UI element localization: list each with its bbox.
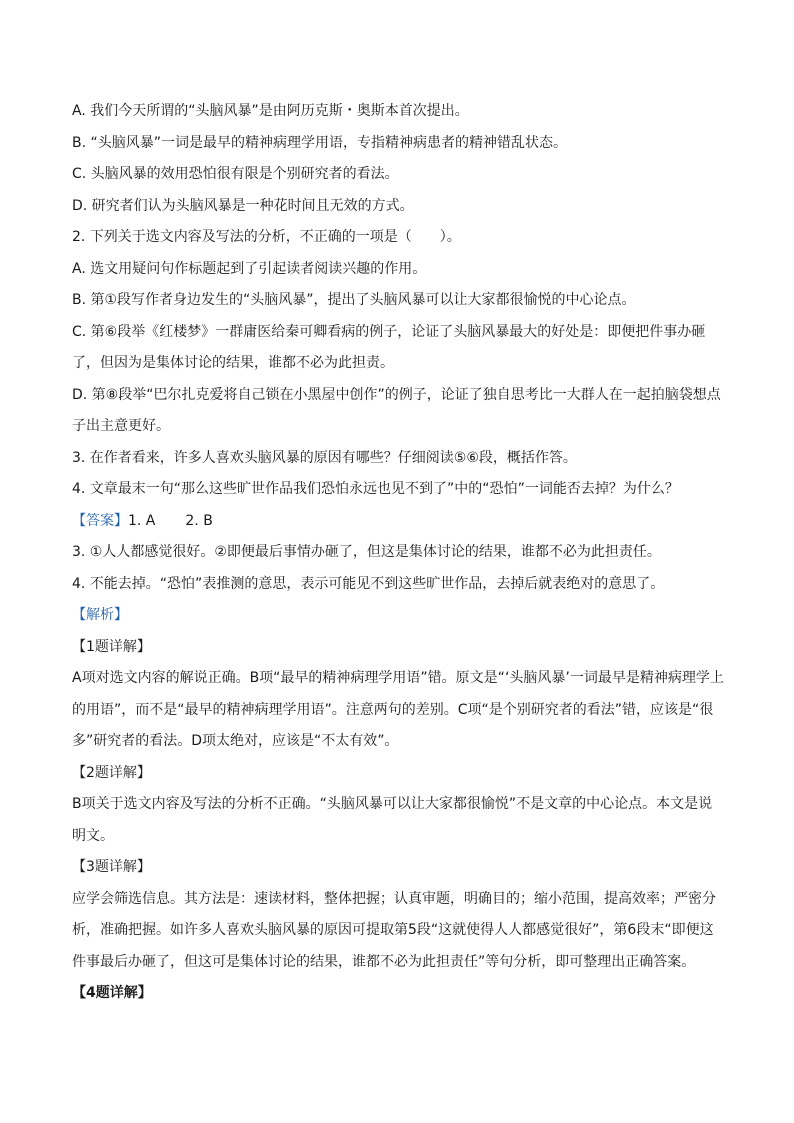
q1-option-d: D. 研究者们认为头脑风暴是一种花时间且无效的方式。	[72, 197, 414, 214]
q2-option-c: C. 第⑥段举《红楼梦》一群庸医给秦可卿看病的例子，论证了头脑风暴最大的好处是：即便把件事办砸了，但因为是集体讨论的结果，谁都不必为此担责。	[72, 323, 706, 371]
analysis-label: 【解析】	[72, 607, 128, 623]
document-page	[72, 96, 726, 1010]
detail-1-text: A项对选文内容的解说正确。B项“最早的精神病理学用语”错。原文是“‘头脑风暴’一词最早是精神病理学上的用语”，而不是“最早的精神病理学用语”。注意两句的差别。C项“是个别研究者的看法”错，应该是“很多”研究者的看法。D项太绝对，应该是“不太有效”。	[72, 670, 724, 749]
q3-stem: 3. 在作者看来，许多人喜欢头脑风暴的原因有哪些？仔细阅读⑤⑥段，概括作答。	[72, 449, 577, 466]
answer-4: 4. 不能去掉。“恐怕”表推测的意思，表示可能见不到这些旷世作品，去掉后就表绝对的意思了。	[72, 575, 665, 592]
answer-2: 2. B	[185, 512, 213, 529]
detail-3-title: 【3题详解】	[72, 859, 151, 875]
q1-option-a: A. 我们今天所谓的“头脑风暴”是由阿历克斯・奥斯本首次提出。	[72, 103, 469, 119]
detail-1-title: 【1题详解】	[72, 638, 151, 655]
answer-label: 【答案】	[72, 512, 128, 529]
q1-option-b: B. “头脑风暴”一词是最早的精神病理学用语，专指精神病患者的精神错乱状态。	[72, 134, 568, 151]
q1-option-c: C. 头脑风暴的效用恐怕很有限是个别研究者的看法。	[72, 166, 399, 182]
detail-3-text: 应学会筛选信息。其方法是：速读材料，整体把握；认真审题，明确目的；缩小范围，提高效率；严密分析，准确把握。如许多人喜欢头脑风暴的原因可提取第5段“这就使得人人都感觉很好”，第6段末“即便这件事最后办砸了，但这可是集体讨论的结果，谁都不必为此担责任”等句分析，即可整理出正确答案。	[72, 890, 716, 970]
answer-line	[72, 506, 726, 538]
answer-1: 1. A	[128, 512, 156, 529]
q2-option-b: B. 第①段写作者身边发生的“头脑风暴”，提出了头脑风暴可以让大家都很愉悦的中心论点。	[72, 292, 636, 308]
detail-2-title: 【2题详解】	[72, 764, 151, 781]
q2-stem: 2. 下列关于选文内容及写法的分析，不正确的一项是（ ）。	[72, 229, 461, 245]
q2-option-d: D. 第⑧段举“巴尔扎克爱将自己锁在小黑屋中创作”的例子，论证了独自思考比一大群人在一起拍脑袋想点子出主意更好。	[72, 386, 721, 434]
answer-3: 3. ①人人都感觉很好。②即便最后事情办砸了，但这是集体讨论的结果，谁都不必为此担责任。	[72, 544, 661, 560]
q2-option-a: A. 选文用疑问句作标题起到了引起读者阅读兴趣的作用。	[72, 260, 427, 277]
detail-4-title: 【4题详解】	[72, 985, 152, 1001]
q4-stem: 4. 文章最末一句“那么这些旷世作品我们恐怕永远也见不到了”中的“恐怕”一词能否去掉？为什么？	[72, 481, 679, 497]
detail-2-text: B项关于选文内容及写法的分析不正确。“头脑风暴可以让大家都很愉悦”不是文章的中心论点。本文是说明文。	[72, 796, 713, 844]
